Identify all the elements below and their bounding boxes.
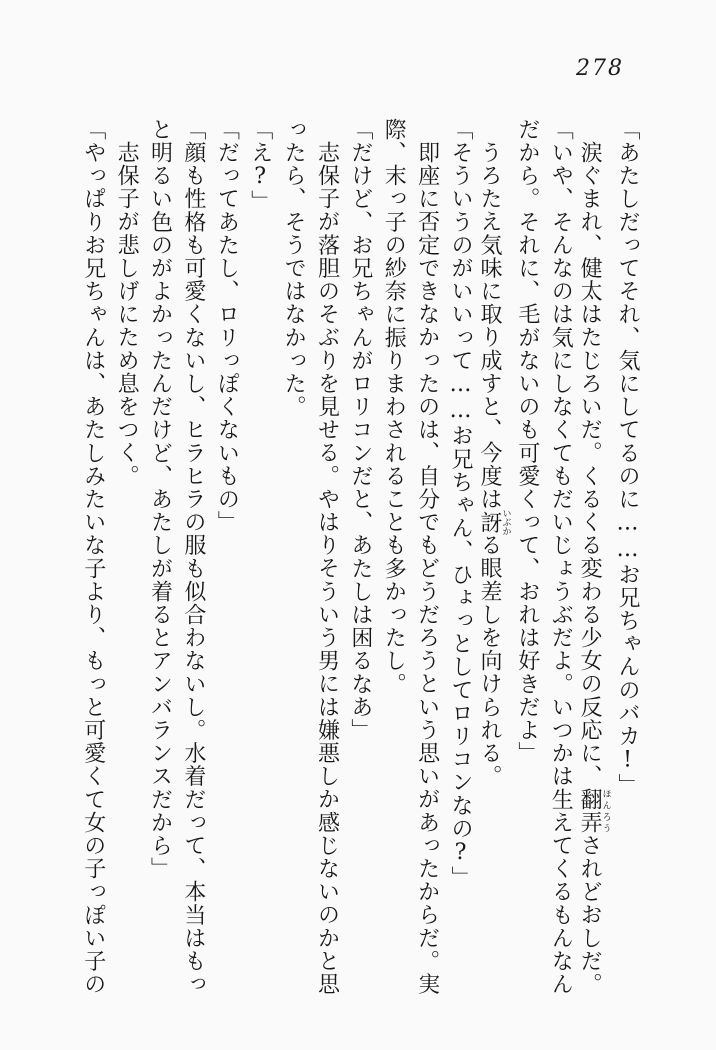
- text-line: だから。それに、毛がないのも可愛くって、おれは好きだよ」: [514, 118, 540, 765]
- text-line: 即座に否定できなかったのは、自分でもどうだろうという思いがあったからだ。実: [414, 141, 440, 996]
- ruby-annotated-word: 訝いぶか: [476, 508, 511, 536]
- text-line: 志保子が落胆のそぶりを見せる。やはりそういう男には嫌悪しか感じないのかと思: [314, 141, 340, 996]
- text-line: と明るい色のがよかったんだけど、あたしが着るとアンバランスだから」: [147, 118, 173, 881]
- text-line: 「いや、そんなのは気にしなくてもだいじょうぶだよ。いつかは生えてくるもんなん: [548, 118, 574, 996]
- text-line: 「顔も性格も可愛くないし、ヒラヒラの服も似合わないし。水着だって、本当はもっ: [180, 118, 206, 996]
- text-line: 「だってあたし、ロリっぽくないもの」: [214, 118, 240, 534]
- ruby-annotated-word: 翻弄ほんろう: [577, 787, 611, 835]
- text-line: うろたえ気味に取り成すと、今度は訝いぶかる眼差しを向けられる。: [476, 141, 511, 788]
- text-line: 際、末っ子の紗奈に振りまわされることも多かったし。: [381, 118, 407, 696]
- text-line: 「だけど、お兄ちゃんがロリコンだと、あたしは困るなあ」: [347, 118, 373, 742]
- text-line: 「やっぱりお兄ちゃんは、あたしみたいな子より、もっと可愛くて女の子っぽい子の: [80, 118, 106, 996]
- text-line: 志保子が悲しげにため息をつく。: [114, 141, 140, 488]
- text-line: ったら、そうではなかった。: [281, 118, 307, 419]
- text-line: 「あたしだってそれ、気にしてるのに……お兄ちゃんのバカ!」: [615, 118, 640, 797]
- text-line: 涙ぐまれ、健太はたじろいだ。くるくる変わる少女の反応に、翻弄ほんろうされどおしだ。: [577, 141, 611, 996]
- page-number: 278: [576, 56, 624, 81]
- vertical-text-block: [76, 118, 644, 1006]
- text-line: 「そういうのがいいって……お兄ちゃん、ひょっとしてロリコンなの?」: [448, 118, 474, 890]
- text-line: 「え?」: [247, 118, 273, 214]
